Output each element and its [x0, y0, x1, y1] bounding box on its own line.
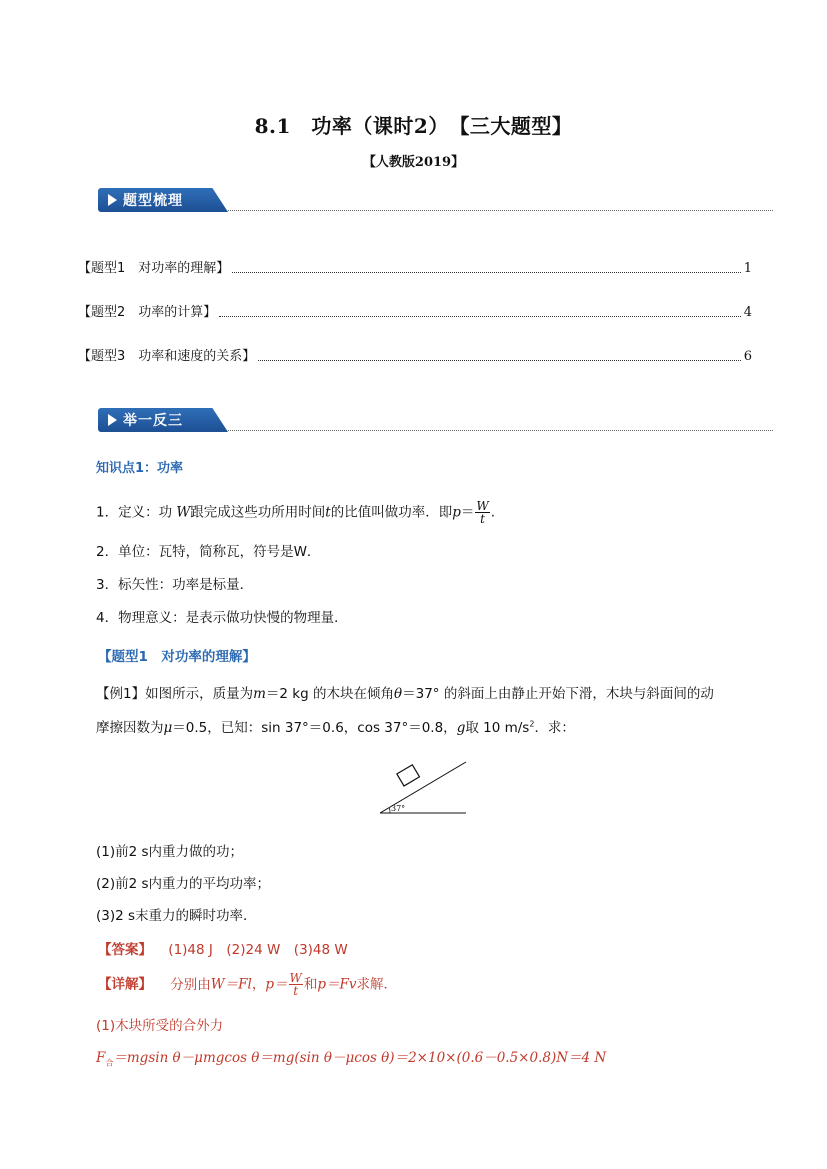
definition-line: 1．定义：功 W跟完成这些功所用时间t的比值叫做功率．即p＝ $\frac{W}{t}$ .	[96, 499, 496, 526]
question-2: (2)前2 s内重力的平均功率；	[96, 876, 271, 892]
question-1: (1)前2 s内重力做的功；	[96, 844, 244, 860]
toc-leader	[258, 359, 740, 361]
scalar-line: 3．标矢性：功率是标量．	[96, 577, 254, 593]
block	[397, 765, 420, 786]
play-icon	[108, 194, 117, 206]
page-subtitle: 【人教版2019】	[362, 155, 465, 170]
fraction-w-over-t: $\frac{W}{t}$	[476, 499, 489, 526]
detail-line: 【详解】 分别由W＝Fl，p＝ $\frac{W}{t}$ 和p＝Fv求解．	[98, 971, 397, 998]
example-line-1: 【例1】如图所示，质量为m＝2 kg 的木块在倾角θ＝37° 的斜面上由静止开始下滑，木块与斜面间的动	[96, 686, 714, 702]
banner-divider	[228, 210, 773, 211]
banner-label: 举一反三	[123, 413, 183, 429]
toc-page: 1	[743, 261, 752, 276]
angle-arc	[389, 808, 390, 813]
answer-label: 【答案】	[98, 942, 152, 958]
toc-label: 【题型1 对功率的理解】	[78, 261, 230, 276]
banner-divider	[228, 430, 773, 431]
knowledge-heading: 知识点1：功率	[96, 461, 184, 476]
detail-label: 【详解】	[98, 976, 152, 993]
toc-label: 【题型3 功率和速度的关系】	[78, 349, 256, 364]
toc-label: 【题型2 功率的计算】	[78, 305, 217, 320]
play-icon	[108, 414, 117, 426]
solution-formula: $F_合=mgsin$ θ－μmgcos θ＝mg(sin θ－μcos θ)＝2×10×(0.6－0.5×0.8)N＝4 N	[96, 1050, 607, 1068]
unit-line: 2．单位：瓦特，简称瓦，符号是W．	[96, 544, 321, 560]
section-banner-overview	[98, 188, 183, 212]
toc-leader	[232, 271, 740, 273]
page-title: 8.1 功率（课时2） 【三大题型】	[254, 114, 573, 138]
section-banner-practice	[98, 408, 183, 432]
question-3: (3)2 s末重力的瞬时功率．	[96, 908, 257, 924]
toc-item-2[interactable]	[78, 302, 752, 320]
toc-leader	[219, 315, 740, 317]
solution-step-1: (1)木块所受的合外力	[96, 1018, 224, 1034]
toc-page: 6	[743, 349, 752, 364]
toc-page: 4	[743, 305, 752, 320]
answer-line	[98, 938, 348, 958]
angle-label: 37°	[391, 804, 406, 813]
banner-label: 题型梳理	[123, 193, 183, 209]
toc-item-3[interactable]	[78, 346, 752, 364]
incline-figure	[370, 752, 480, 818]
fraction-w-over-t: $\frac{W}{t}$	[289, 971, 302, 998]
answer-text: (1)48 J (2)24 W (3)48 W	[168, 942, 348, 958]
toc-item-1[interactable]	[78, 258, 752, 276]
meaning-line: 4．物理意义：是表示做功快慢的物理量．	[96, 610, 348, 626]
example-line-2: 摩擦因数为μ＝0.5，已知：sin 37°＝0.6，cos 37°＝0.8，g取 10 $m/s^2$．求：	[96, 719, 575, 736]
question-type-heading: 【题型1 对功率的理解】	[98, 649, 256, 665]
